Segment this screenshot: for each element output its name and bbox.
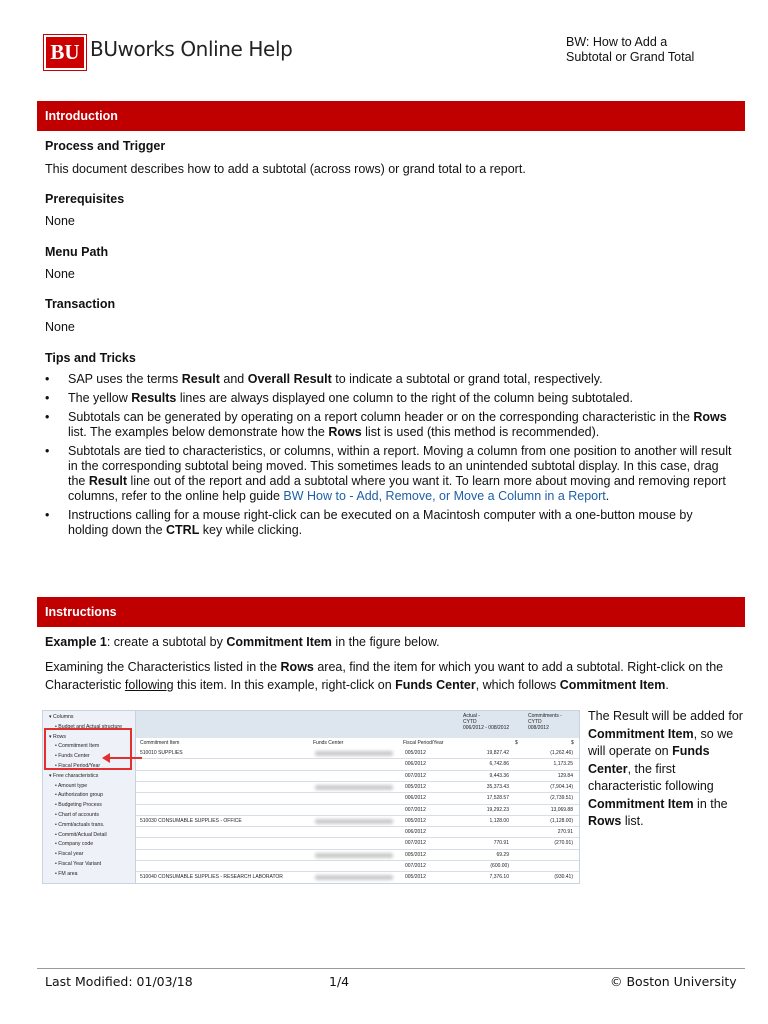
document-title-line1: BW: How to Add a: [566, 35, 668, 49]
actual-value-cell: 770.91: [493, 840, 509, 847]
footer-divider: [37, 968, 745, 969]
actual-value-cell: 6,742.86: [489, 761, 509, 768]
commitment-item-column-header[interactable]: Commitment Item: [140, 740, 180, 746]
commitment-value-cell: 13,069.88: [550, 806, 573, 813]
fiscal-period-cell: 006/2012: [405, 795, 426, 802]
table-row-divider: [136, 804, 579, 805]
callout-arrow: [100, 750, 144, 766]
table-row-divider: [136, 849, 579, 850]
fiscal-period-cell: 005/2012: [405, 851, 426, 858]
fiscal-period-cell: 007/2012: [405, 806, 426, 813]
nav-item[interactable]: • Amount type: [55, 782, 88, 789]
actual-value-cell: 7,376.10: [489, 874, 509, 881]
nav-item[interactable]: • Commit/Actual Detail: [55, 831, 107, 838]
process-text: This document describes how to add a subtotal (across rows) or grand total to a report.: [45, 162, 526, 176]
actual-value-cell: 9,443.36: [489, 772, 509, 779]
document-title-line2: Subtotal or Grand Total: [566, 50, 695, 64]
copyright: © Boston University: [610, 974, 737, 989]
page-number: 1/4: [329, 974, 350, 989]
actual-value-cell: 1,128.00: [489, 817, 509, 824]
fiscal-period-cell: 006/2012: [405, 829, 426, 836]
commitment-value-cell: 270.91: [557, 829, 573, 836]
commitment-value-cell: 1,173.25: [553, 761, 573, 768]
nav-item[interactable]: • Funds Center: [55, 753, 90, 760]
nav-item[interactable]: • Fiscal year: [55, 851, 84, 858]
document-title: [566, 35, 694, 65]
commitment-item-cell: 510030 CONSUMABLE SUPPLIES - OFFICE: [140, 817, 242, 824]
nav-item[interactable]: • Cmmt/actuals trans.: [55, 821, 105, 828]
table-row-divider: [136, 837, 579, 838]
fiscal-period-cell: 005/2012: [405, 750, 426, 756]
actual-value-cell: 19,827.42: [486, 750, 509, 756]
redacted-funds-center: [315, 853, 393, 858]
table-row-divider: [136, 770, 579, 771]
figure-side-note: The Result will be added for Commitment Item, so we will operate on Funds Center, the first characteristic following Commitment Item in the Rows list.: [588, 709, 743, 828]
actual-value-cell: 17,528.57: [486, 795, 509, 802]
actual-value-cell: (600.00): [490, 863, 509, 869]
last-modified: Last Modified: 01/03/18: [45, 974, 193, 989]
table-row-divider: [136, 792, 579, 793]
nav-item[interactable]: • Budgeting Process: [55, 802, 102, 809]
fiscal-period-cell: 007/2012: [405, 840, 426, 847]
nav-item[interactable]: • Fiscal Year Variant: [55, 861, 102, 867]
example-1-text: Example 1: create a subtotal by Commitment Item in the figure below.: [45, 635, 440, 649]
table-row-divider: [136, 883, 579, 884]
actual-value-cell: 35,373.43: [486, 783, 509, 790]
table-row-divider: [136, 860, 579, 861]
introduction-section-bar: Introduction: [37, 101, 745, 131]
menu-path-heading: Menu Path: [45, 245, 109, 259]
table-row-divider: [136, 815, 579, 816]
nav-item[interactable]: • Budget and Actual structure: [55, 723, 122, 730]
commitment-value-cell: (270.91): [554, 840, 573, 847]
actual-cytd-header: Actual - CYTD 006/2012 - 008/2012: [463, 713, 510, 731]
commitment-value-cell: (1,128.00): [550, 817, 573, 824]
fiscal-period-cell: 005/2012: [405, 874, 426, 881]
commitment-item-cell: 510040 CONSUMABLE SUPPLIES - RESEARCH LABORATOR: [140, 874, 283, 881]
instructions-section-bar: Instructions: [37, 597, 745, 627]
nav-item[interactable]: ▾ Rows: [49, 733, 67, 740]
table-row-divider: [136, 781, 579, 782]
nav-item[interactable]: • FM area: [55, 870, 78, 877]
actual-value-cell: 19,292.23: [486, 806, 509, 813]
column-guide-link[interactable]: BW How to - Add, Remove, or Move a Column in a Report: [283, 489, 606, 503]
commitments-cytd-header: Commitments - CYTD 008/2012: [528, 713, 562, 731]
example-1-paragraph: Examining the Characteristics listed in the Rows area, find the item for which you want to add a subtotal. Right-click on the Characteristic following this item. In this example, right-click on Funds Center, which follows Commitment Item.: [45, 660, 724, 692]
table-row-divider: [136, 758, 579, 759]
tip-item: • Subtotals are tied to characteristics, or columns, within a report. Moving a column from one position to another will result in the corresponding subtotal being moved. This sometimes leads to an unintended subtotal display. In this case, drag the Result line out of the report and add a subtotal where you want it. To learn more about moving and removing report columns, refer to the online help guide BW How to - Add, Remove, or Move a Column in a Report.: [45, 444, 735, 504]
redacted-funds-center: [315, 875, 393, 880]
fiscal-period-cell: 005/2012: [405, 817, 426, 824]
fiscal-period-cell: 005/2012: [405, 783, 426, 790]
tip-item: • Subtotals can be generated by operating on a report column header or on the corresponding characteristic in the Rows list. The examples below demonstrate how the Rows list is used (this method is recommended).: [45, 410, 735, 440]
commitment-value-cell: (7,904.14): [550, 783, 573, 790]
process-heading: Process and Trigger: [45, 139, 166, 153]
commitment-item-cell: 510010 SUPPLIES: [140, 750, 183, 756]
bu-logo: [44, 35, 86, 70]
tip-item: • Instructions calling for a mouse right-click can be executed on a Macintosh computer with a one-button mouse by holding down the CTRL key while clicking.: [45, 508, 735, 538]
redacted-funds-center: [315, 785, 393, 790]
nav-item[interactable]: ▾ Free characteristics: [49, 772, 99, 779]
nav-item[interactable]: • Authorization group: [55, 792, 103, 799]
report-header-area: [136, 711, 579, 738]
redacted-funds-center: [315, 819, 393, 824]
nav-item[interactable]: • Chart of accounts: [55, 812, 99, 818]
funds-center-column-header[interactable]: Funds Center: [313, 740, 344, 746]
actual-currency-label: $: [515, 740, 518, 746]
commitment-value-cell: (2,739.51): [550, 795, 573, 802]
tips-list: [45, 372, 735, 542]
transaction-text: None: [45, 320, 75, 334]
redacted-funds-center: [315, 751, 393, 756]
table-row-divider: [136, 871, 579, 872]
tips-heading: Tips and Tricks: [45, 351, 136, 365]
fiscal-period-column-header[interactable]: Fiscal Period/Year: [403, 740, 444, 746]
prerequisites-heading: Prerequisites: [45, 192, 125, 206]
site-title: BUworks Online Help: [90, 37, 293, 61]
tip-item: • SAP uses the terms Result and Overall Result to indicate a subtotal or grand total, respectively.: [45, 372, 735, 387]
transaction-heading: Transaction: [45, 297, 116, 311]
nav-item[interactable]: • Company code: [55, 841, 94, 848]
fiscal-period-cell: 007/2012: [405, 772, 426, 779]
prerequisites-text: None: [45, 214, 75, 228]
actual-value-cell: 69.29: [496, 851, 509, 858]
tip-item: • The yellow Results lines are always displayed one column to the right of the column being subtotaled.: [45, 391, 735, 406]
fiscal-period-cell: 006/2012: [405, 761, 426, 768]
logo-mark: BU: [50, 40, 80, 64]
nav-item[interactable]: • Fiscal Period/Year: [55, 763, 101, 769]
nav-item[interactable]: ▾ Columns: [49, 714, 74, 720]
table-row-divider: [136, 826, 579, 827]
menu-path-text: None: [45, 267, 75, 281]
commitment-value-cell: 129.84: [557, 772, 573, 779]
commit-currency-label: $: [571, 740, 574, 746]
fiscal-period-cell: 007/2012: [405, 863, 426, 869]
commitment-value-cell: (1,262.46): [550, 750, 573, 756]
commitment-value-cell: (930.41): [554, 874, 573, 881]
nav-item[interactable]: • Commitment Item: [55, 743, 100, 750]
